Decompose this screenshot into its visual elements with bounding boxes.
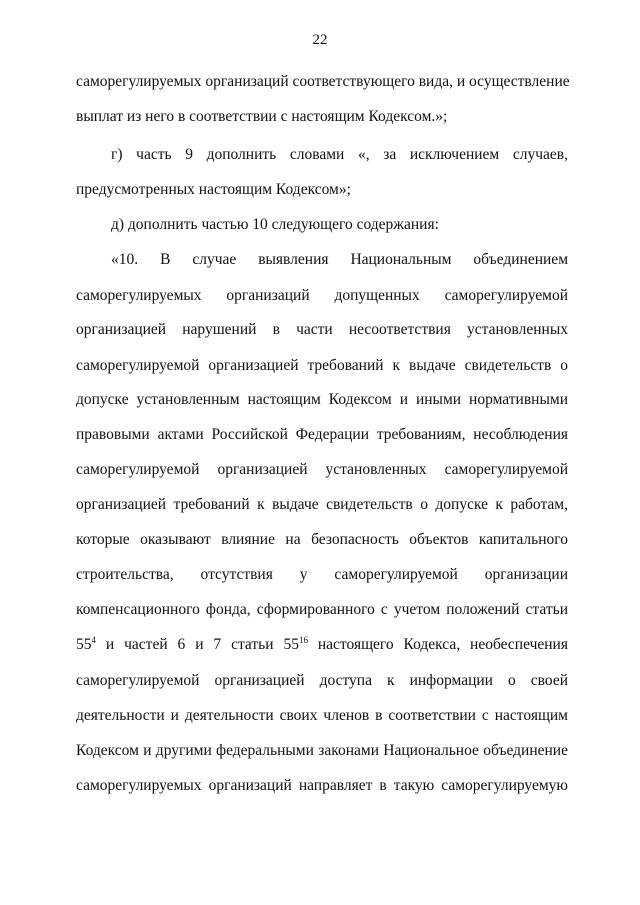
text-line: саморегулируемых организаций направляет в такую саморегулируемую bbox=[76, 777, 568, 794]
text-line: правовыми актами Российской Федерации требованиям, несоблюдения bbox=[76, 426, 568, 443]
text-line: д) дополнить частью 10 следующего содержания: bbox=[111, 216, 439, 233]
text-line: г) часть 9 дополнить словами «, за исключением случаев, bbox=[111, 146, 568, 163]
text-line: саморегулируемой организацией доступа к информации о своей bbox=[76, 672, 568, 689]
text-line: организацией требований к выдаче свидетельств о допуске к работам, bbox=[76, 496, 568, 513]
text-fragment: и частей 6 и 7 статьи 55 bbox=[96, 636, 299, 653]
text-line-with-superscripts bbox=[76, 635, 568, 655]
text-line: саморегулируемой организацией требований к выдаче свидетельств о bbox=[76, 357, 568, 374]
text-line: «10. В случае выявления Национальным объединением bbox=[111, 251, 568, 268]
text-line: саморегулируемой организацией установленных саморегулируемой bbox=[76, 461, 568, 478]
text-line: деятельности и деятельности своих членов в соответствии с настоящим bbox=[76, 707, 568, 724]
text-fragment: настоящего Кодекса, необеспечения bbox=[307, 636, 568, 653]
text-line: компенсационного фонда, сформированного с учетом положений статьи bbox=[76, 601, 568, 618]
article-number: 55 bbox=[76, 636, 92, 653]
text-line: саморегулируемых организаций соответствующего вида, и осуществление bbox=[76, 73, 570, 90]
text-line: Кодексом и другими федеральными законами Национальное объединение bbox=[76, 742, 568, 759]
superscript: 16 bbox=[298, 635, 308, 645]
page-number: 22 bbox=[312, 32, 328, 48]
text-line: строительства, отсутствия у саморегулируемой организации bbox=[76, 566, 568, 583]
text-line: которые оказывают влияние на безопасность объектов капитального bbox=[76, 531, 568, 548]
text-line: организацией нарушений в части несоответствия установленных bbox=[76, 321, 568, 338]
text-line: выплат из него в соответствии с настоящим Кодексом.»; bbox=[76, 108, 448, 125]
text-line: саморегулируемых организаций допущенных саморегулируемой bbox=[76, 287, 568, 304]
text-line: допуске установленным настоящим Кодексом и иными нормативными bbox=[76, 391, 568, 408]
superscript: 4 bbox=[91, 635, 96, 645]
text-line: предусмотренных настоящим Кодексом»; bbox=[76, 181, 351, 198]
